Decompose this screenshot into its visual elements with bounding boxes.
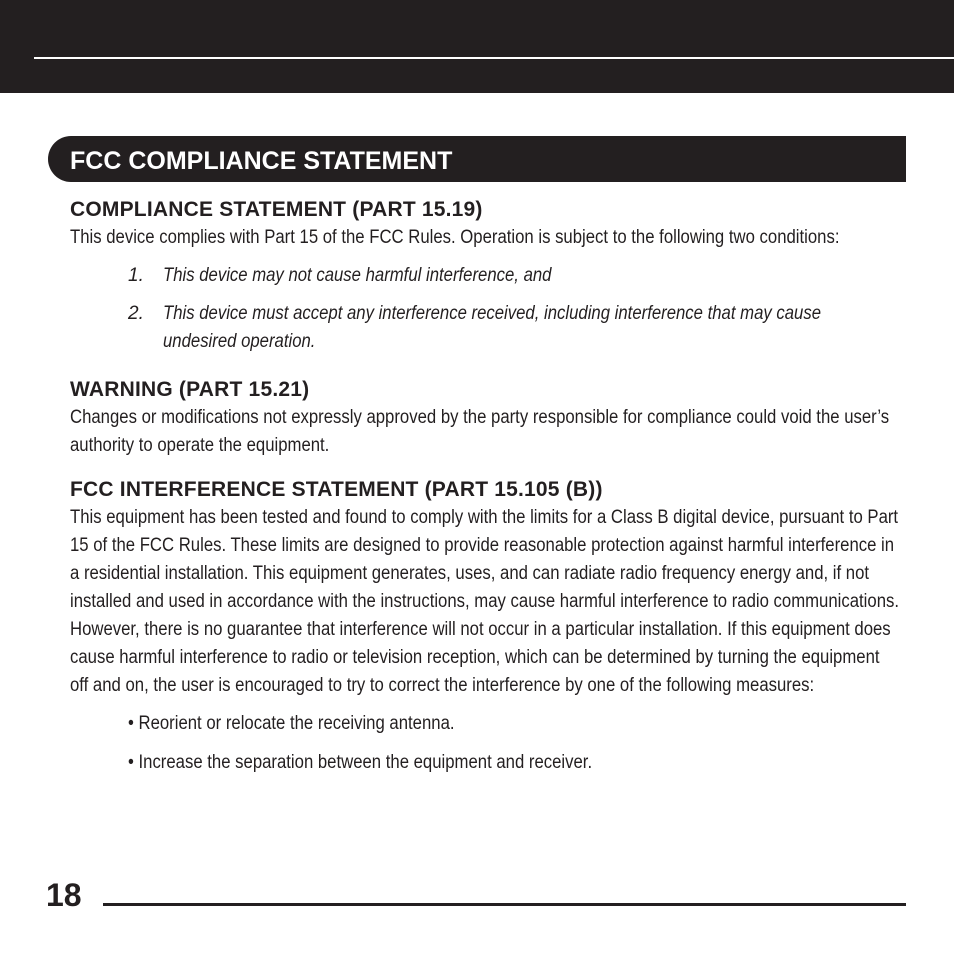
conditions-list [70, 262, 900, 356]
paragraph-compliance: This device complies with Part 15 of the FCC Rules. Operation is subject to the following two conditions: [70, 227, 840, 248]
top-rule-line [34, 57, 954, 59]
top-header-bar [0, 0, 954, 93]
list-item [70, 749, 900, 777]
bullet-text: • Reorient or relocate the receiving antenna. [128, 713, 455, 734]
list-number: 1. [128, 265, 144, 286]
measures-list [70, 710, 900, 777]
bottom-rule-line [103, 903, 906, 906]
heading-interference-statement: FCC INTERFERENCE STATEMENT (PART 15.105 (B)) [70, 478, 603, 501]
list-text: This device may not cause harmful interference, and [163, 265, 552, 286]
list-text: This device must accept any interference received, including interference that may cause undesired operation. [163, 303, 821, 352]
section-title: FCC COMPLIANCE STATEMENT [70, 147, 453, 175]
list-number: 2. [128, 303, 144, 324]
list-item [70, 300, 900, 356]
paragraph-warning: Changes or modifications not expressly approved by the party responsible for compliance could void the user’s authority to operate the equipment. [70, 407, 890, 456]
spacer [70, 366, 900, 376]
bullet-text: • Increase the separation between the equipment and receiver. [128, 752, 593, 773]
list-item [70, 262, 900, 290]
heading-compliance-statement: COMPLIANCE STATEMENT (PART 15.19) [70, 198, 483, 221]
paragraph-interference: This equipment has been tested and found to comply with the limits for a Class B digital device, pursuant to Part 15 of the FCC Rules. These limits are designed to provide reasonable protection against harmful interference in a residential installation. This equipment generates, uses, and can radiate radio frequency energy and, if not installed and used in accordance with the instructions, may cause harmful interference to radio communications. However, there is no guarantee that interference will not occur in a particular installation. If this equipment does cause harmful interference to radio or television reception, which can be determined by turning the equipment off and on, the user is encouraged to try to correct the interference by one of the following measures: [70, 507, 900, 696]
heading-warning: WARNING (PART 15.21) [70, 378, 310, 401]
section-banner [48, 136, 906, 182]
page-number: 18 [46, 877, 82, 913]
page-content [70, 196, 900, 788]
spacer [70, 460, 900, 476]
list-item [70, 710, 900, 738]
